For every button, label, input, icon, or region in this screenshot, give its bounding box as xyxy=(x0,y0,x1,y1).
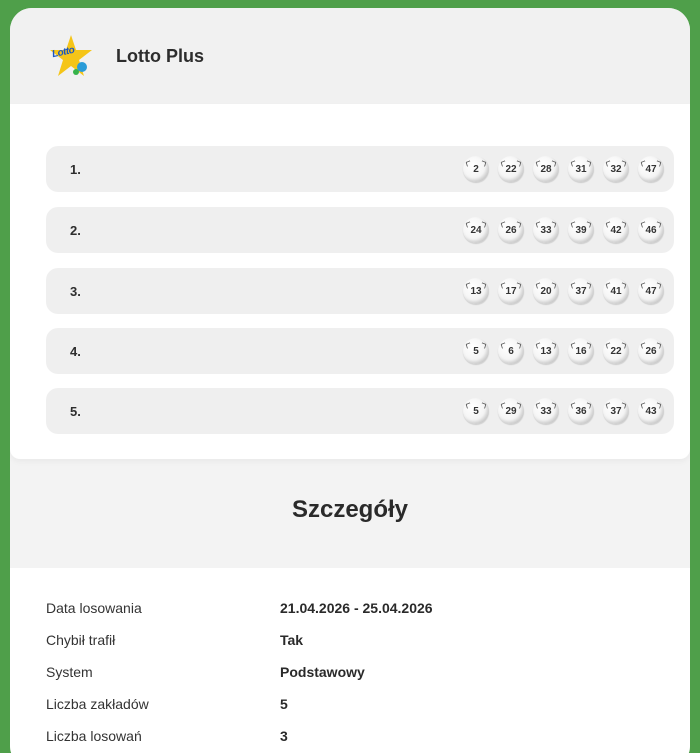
draw-index: 4. xyxy=(70,343,81,359)
detail-value: Podstawowy xyxy=(280,664,365,680)
draw-row xyxy=(46,268,674,314)
detail-row xyxy=(46,600,433,616)
lotto-ball: 6 xyxy=(498,338,524,364)
draw-index: 2. xyxy=(70,222,81,238)
game-title: Lotto Plus xyxy=(116,45,204,66)
draw-row xyxy=(46,207,674,253)
detail-label: Liczba losowań xyxy=(46,728,142,744)
lotto-plus-logo-icon xyxy=(48,33,94,79)
lotto-ball: 29 xyxy=(498,398,524,424)
lotto-ball: 26 xyxy=(498,217,524,243)
lotto-ball: 5 xyxy=(463,398,489,424)
ball-set xyxy=(463,338,664,364)
detail-value: 5 xyxy=(280,696,288,712)
lotto-ball: 37 xyxy=(568,278,594,304)
lotto-ball: 37 xyxy=(603,398,629,424)
detail-label: Liczba zakładów xyxy=(46,696,149,712)
lotto-ball: 2 xyxy=(463,156,489,182)
lotto-ball: 33 xyxy=(533,217,559,243)
lotto-ball: 36 xyxy=(568,398,594,424)
lotto-ball: 47 xyxy=(638,278,664,304)
lotto-ball: 20 xyxy=(533,278,559,304)
detail-value: Tak xyxy=(280,632,304,648)
draw-index: 1. xyxy=(70,161,81,177)
lotto-ball: 43 xyxy=(638,398,664,424)
ball-set xyxy=(463,278,664,304)
lotto-ball: 39 xyxy=(568,217,594,243)
lotto-ball: 28 xyxy=(533,156,559,182)
ball-set xyxy=(463,217,664,243)
draw-row xyxy=(46,328,674,374)
detail-value: 21.04.2026 - 25.04.2026 xyxy=(280,600,433,616)
detail-row xyxy=(46,696,288,712)
ticket-header xyxy=(10,8,690,104)
detail-label: System xyxy=(46,664,93,680)
details-title: Szczegóły xyxy=(291,496,409,523)
detail-row xyxy=(46,728,288,744)
lotto-ball: 22 xyxy=(603,338,629,364)
draw-row xyxy=(46,146,674,192)
lotto-ball: 32 xyxy=(603,156,629,182)
detail-label: Data losowania xyxy=(46,600,142,616)
detail-row xyxy=(46,632,303,648)
ball-set xyxy=(463,398,664,424)
lotto-ball: 47 xyxy=(638,156,664,182)
lotto-ball: 46 xyxy=(638,217,664,243)
draw-index: 3. xyxy=(70,283,81,299)
lotto-ball: 5 xyxy=(463,338,489,364)
lotto-ball: 24 xyxy=(463,217,489,243)
draw-index: 5. xyxy=(70,403,81,419)
lotto-ball: 13 xyxy=(463,278,489,304)
lotto-ball: 22 xyxy=(498,156,524,182)
lotto-ball: 16 xyxy=(568,338,594,364)
lotto-ball: 42 xyxy=(603,217,629,243)
ball-set xyxy=(463,156,664,182)
lotto-ball: 33 xyxy=(533,398,559,424)
draw-results xyxy=(10,104,690,459)
draw-row xyxy=(46,388,674,434)
lotto-ball: 31 xyxy=(568,156,594,182)
details-panel xyxy=(10,568,690,753)
detail-label: Chybił trafił xyxy=(46,632,116,648)
ticket-card xyxy=(10,8,690,753)
lotto-ball: 17 xyxy=(498,278,524,304)
lotto-ball: 26 xyxy=(638,338,664,364)
lotto-ball: 41 xyxy=(603,278,629,304)
lotto-ball: 13 xyxy=(533,338,559,364)
logo-text: Lotto xyxy=(51,44,76,61)
detail-value: 3 xyxy=(280,728,288,744)
detail-row xyxy=(46,664,365,680)
